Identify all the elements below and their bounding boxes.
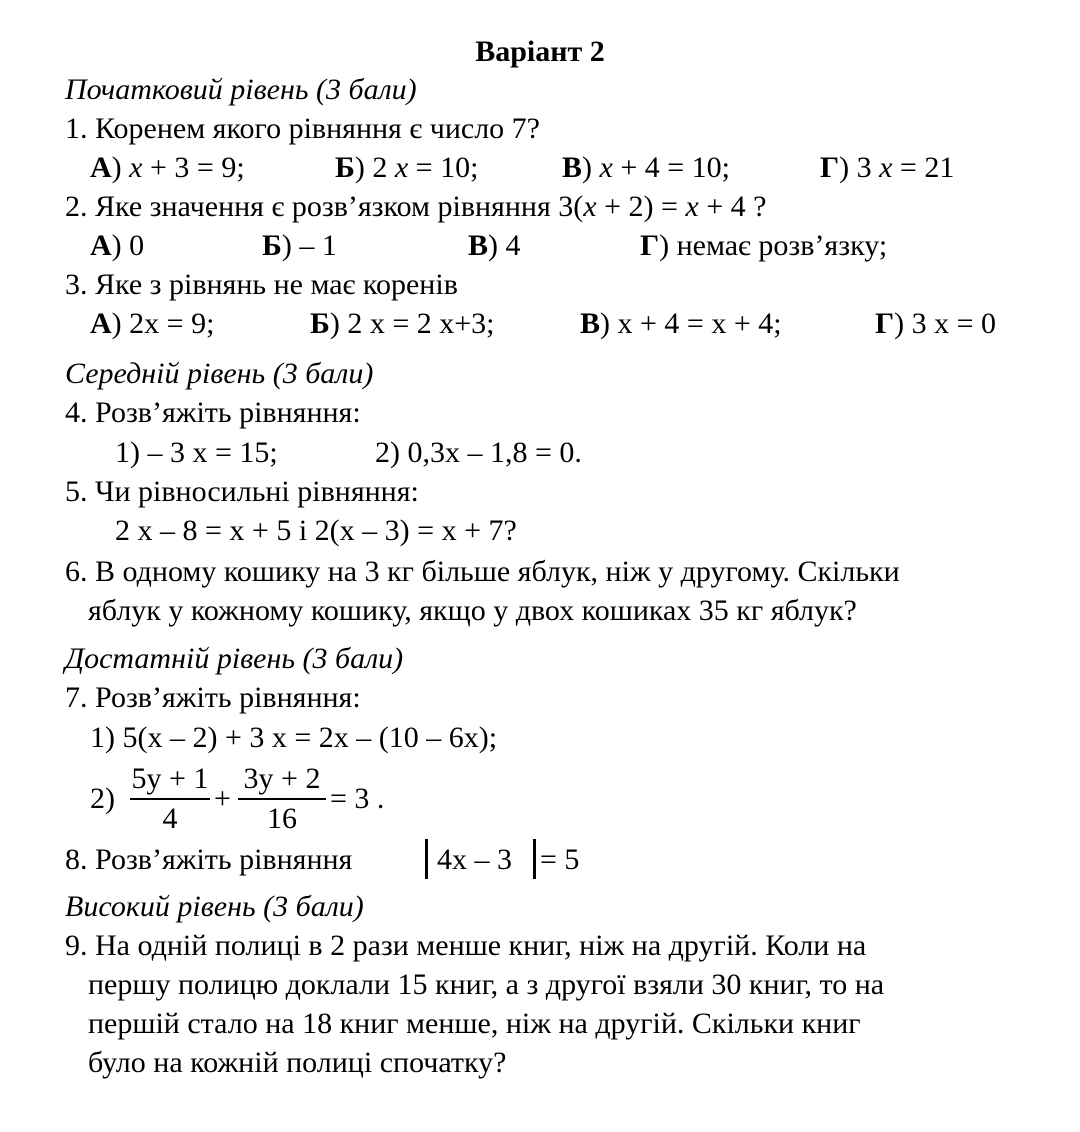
q7-rhs: = 3 . <box>330 782 385 815</box>
question-9-line-1: 9. На одній полиці в 2 рази менше книг, ніж на другій. Коли на <box>65 929 867 962</box>
section-initial: Початковий рівень (3 бали) <box>65 73 417 106</box>
q2-option-d: Г) немає розв’язку; <box>640 229 888 262</box>
q2-option-b: Б) – 1 <box>262 229 337 262</box>
q1-option-a: А) x + 3 = 9; <box>90 151 245 184</box>
question-6-line-2: яблук у кожному кошику, якщо у двох кошиках 35 кг яблук? <box>88 594 857 627</box>
question-9-line-3: першій стало на 18 книг менше, ніж на другій. Скільки книг <box>88 1007 861 1040</box>
question-9-line-2: першу полицю доклали 15 книг, а з другої взяли 30 книг, то на <box>88 968 885 1001</box>
fraction-2-denominator: 16 <box>267 802 297 835</box>
question-9-line-4: було на кожній полиці спочатку? <box>88 1046 507 1079</box>
q5-equations: 2 x – 8 = x + 5 і 2(x – 3) = x + 7? <box>115 514 517 547</box>
q1-option-d: Г) 3 x = 21 <box>820 151 955 184</box>
fraction-2-numerator: 3y + 2 <box>243 762 321 795</box>
section-sufficient: Достатній рівень (3 бали) <box>65 642 404 675</box>
q7-part-1: 1) 5(x – 2) + 3 x = 2x – (10 – 6x); <box>90 721 498 754</box>
q8-expression: 4x – 3 <box>437 843 512 876</box>
q3-option-a: А) 2x = 9; <box>90 307 215 340</box>
abs-bar-left <box>425 839 428 879</box>
fraction-1-bar <box>130 798 210 800</box>
q7-fraction-1 <box>130 762 210 836</box>
q4-part-2: 2) 0,3x – 1,8 = 0. <box>375 436 582 469</box>
q1-option-c: В) x + 4 = 10; <box>562 151 731 184</box>
q8-rhs: = 5 <box>540 843 580 876</box>
q2-option-a: А) 0 <box>90 229 145 262</box>
question-2: 2. Яке значення є розв’язком рівняння 3(x + 2) = x + 4 ? <box>65 190 767 223</box>
fraction-2-bar <box>238 798 326 800</box>
q7-fraction-2 <box>238 762 326 836</box>
q7-part-2-label: 2) <box>90 782 115 815</box>
question-5: 5. Чи рівносильні рівняння: <box>65 475 419 508</box>
fraction-1-numerator: 5y + 1 <box>131 762 209 795</box>
question-6-line-1: 6. В одному кошику на 3 кг більше яблук, ніж у другому. Скільки <box>65 555 900 588</box>
q2-option-c: В) 4 <box>468 229 521 262</box>
q4-part-1: 1) – 3 x = 15; <box>115 436 278 469</box>
section-middle: Середній рівень (3 бали) <box>65 357 374 390</box>
fraction-1-denominator: 4 <box>162 802 178 835</box>
q3-option-c: В) x + 4 = x + 4; <box>580 307 782 340</box>
section-high: Високий рівень (3 бали) <box>65 890 364 923</box>
q3-option-d: Г) 3 x = 0 <box>875 307 997 340</box>
q3-option-b: Б) 2 x = 2 x+3; <box>310 307 495 340</box>
page-title: Варіант 2 <box>475 35 605 68</box>
question-8: 8. Розв’яжіть рівняння <box>65 843 353 876</box>
question-4: 4. Розв’яжіть рівняння: <box>65 396 361 429</box>
question-1: 1. Коренем якого рівняння є число 7? <box>65 112 540 145</box>
question-7: 7. Розв’яжіть рівняння: <box>65 681 361 714</box>
question-3: 3. Яке з рівнянь не має коренів <box>65 268 458 301</box>
q1-option-b: Б) 2 x = 10; <box>335 151 479 184</box>
q7-plus: + <box>214 782 231 815</box>
abs-bar-right <box>533 839 536 879</box>
